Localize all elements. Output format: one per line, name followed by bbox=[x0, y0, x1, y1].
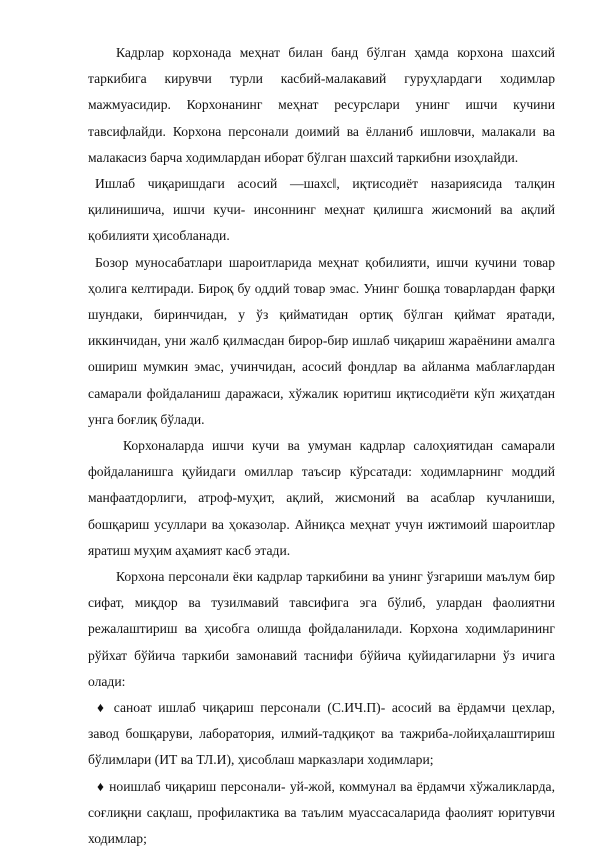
paragraph-personnel-definition: Кадрлар корхонада меҳнат билан банд бўлган ҳамда корхона шахсий таркибига кирувчи турли касбий-малакавий гуруҳлардаги ходимлар мажмуасидир. Корхонанинг меҳнат ресурслари унинг ишчи кучини тавсифлайди. Корхона персонали доимий ва ёлланиб ишловчи, малакали ва малакасиз барча ходимлардан иборат бўлган шахсий таркибни изоҳлайди. bbox=[88, 45, 555, 165]
document-page bbox=[88, 40, 555, 852]
list-item-non-production-personnel: ♦ ноишлаб чиқариш персонали- уй-жой, коммунал ва ёрдамчи хўжаликларда, соғлиқни сақлаш, профилактика ва таълим муассасаларида фаолият юритувчи ходимлар; bbox=[88, 778, 555, 847]
paragraph-personnel-structure: Корхона персонали ёки кадрлар таркибини ва унинг ўзгариши маълум бир сифат, миқдор ва тузилмавий тавсифига эга бўлиб, улардан фаолиятни режалаштириш ва ҳисобга олишда фойдаланилади. Корхона ходимларининг рўйхат бўйича таркиби замонавий таснифи бўйича қуйидагиларни ўз ичига олади: bbox=[88, 569, 555, 689]
paragraph-efficiency-factors: Корхоналарда ишчи кучи ва умуман кадрлар салоҳиятидан самарали фойдаланишга қуйидаги омиллар таъсир кўрсатади: ходимларнинг моддий манфаатдорлиги, атроф-муҳит, ақлий, жисмоний ва асаблар кучланиши, бошқариш усуллари ва ҳоказолар. Айниқса меҳнат учун ижтимоий шароитлар яратиш муҳим аҳамият касб этади. bbox=[88, 438, 555, 558]
paragraph-labor-force: Ишлаб чиқаришдаги асосий ―шахс‖, иқтисодиёт назариясида талқин қилинишича, ишчи кучи- инсоннинг меҳнат қилишга жисмоний ва ақлий қобилияти ҳисобланади. bbox=[88, 176, 555, 244]
paragraph-market-relations: Бозор муносабатлари шароитларида меҳнат қобилияти, ишчи кучини товар ҳолига келтиради. Бироқ бу оддий товар эмас. Унинг бошқа товарлардан фарқи шундаки, биринчидан, у ўз қийматидан ортиқ бўлган қиймат яратади, иккинчидан, уни жалб қилмасдан бирор-бир ишлаб чиқариш жараёнини амалга ошириш мумкин эмас, учинчидан, асосий фондлар ва айланма маблағлардан самарали фойдаланиш даражаси, хўжалик юритиш иқтисодиёти кўп жиҳатдан унга боғлиқ бўлади. bbox=[88, 254, 555, 427]
list-item-production-personnel: ♦ саноат ишлаб чиқариш персонали (С.ИЧ.П)- асосий ва ёрдамчи цехлар, завод бошқаруви, лаборатория, илмий-тадқиқот ва тажриба-лойиҳалаштириш бўлимлари (ИТ ва ТЛ.И), ҳисоблаш марказлари ходимлари; bbox=[88, 700, 555, 768]
